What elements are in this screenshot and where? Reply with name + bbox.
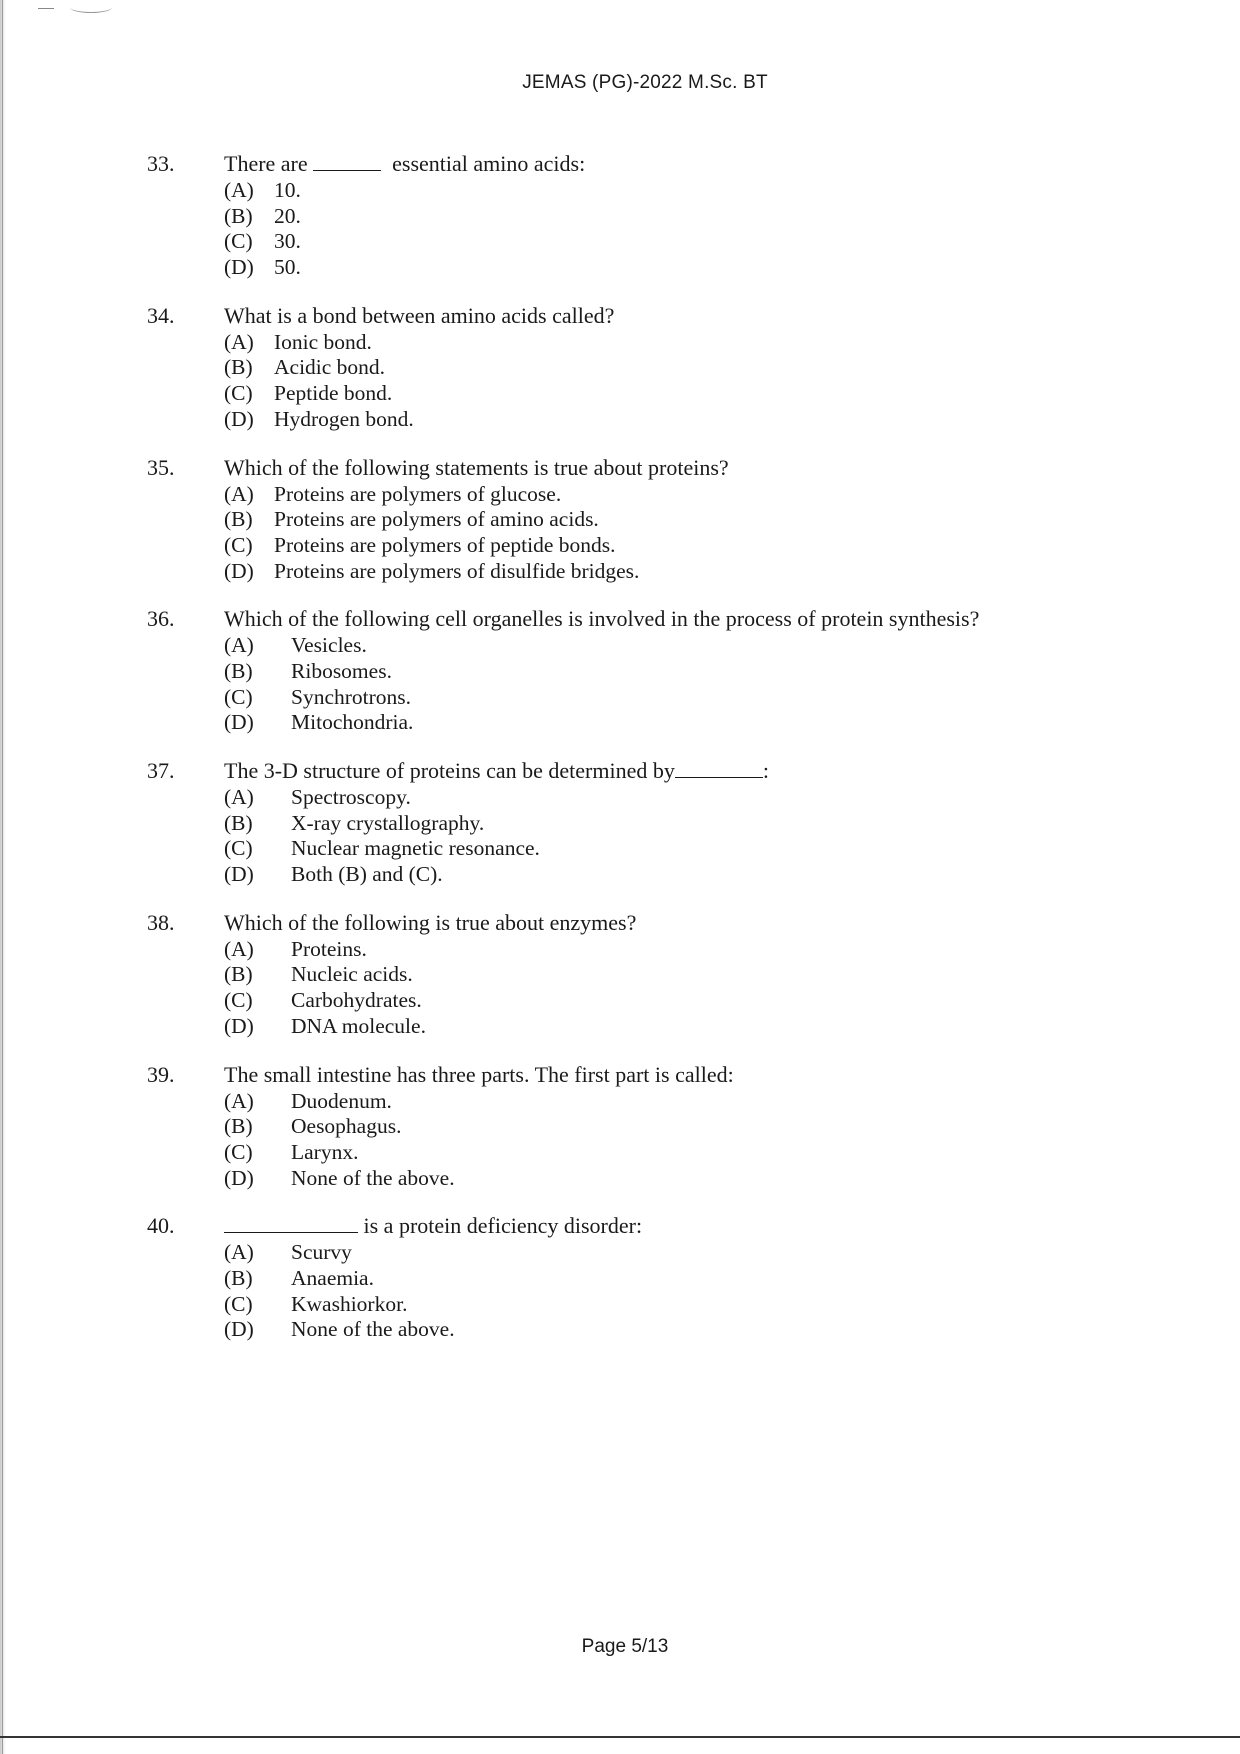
option-b: (B) 20. xyxy=(224,203,301,228)
question-text: Which of the following cell organelles is involved in the process of protein synthesis? xyxy=(224,606,980,632)
option-b: (B) Acidic bond. xyxy=(224,355,386,380)
options xyxy=(147,482,1147,585)
question-39 xyxy=(147,1061,1147,1192)
question-text: The 3-D structure of proteins can be determined by : xyxy=(224,758,769,783)
question-list xyxy=(147,150,1147,1364)
question-number: 34. xyxy=(147,302,175,328)
question-number: 36. xyxy=(147,606,175,632)
option-a: (A) Spectroscopy. xyxy=(224,785,411,809)
options xyxy=(147,937,1147,1040)
option-d: (D) None of the above. xyxy=(224,1165,455,1190)
option-c: (C) 30. xyxy=(224,229,301,254)
option-d: (D) Mitochondria. xyxy=(224,710,414,735)
option-d: (D) 50. xyxy=(224,255,301,280)
page-number: Page 5/13 xyxy=(581,1636,669,1657)
option-c: (C) Carbohydrates. xyxy=(224,988,422,1013)
options xyxy=(147,785,1147,888)
option-d: (D) Hydrogen bond. xyxy=(224,406,414,431)
scan-mark xyxy=(70,2,112,13)
question-text: There are essential amino acids: xyxy=(224,151,586,176)
answer-blank xyxy=(224,1212,358,1233)
options xyxy=(147,1089,1147,1192)
scan-dash xyxy=(38,8,54,9)
question-number: 35. xyxy=(147,454,175,480)
option-c: (C) Synchrotrons. xyxy=(224,684,412,709)
option-d: (D) None of the above. xyxy=(224,1317,455,1342)
option-a: (A) Scurvy xyxy=(224,1240,352,1265)
question-text: Which of the following statements is true about proteins? xyxy=(224,454,729,480)
question-36 xyxy=(147,605,1147,736)
option-b: (B) Nucleic acids. xyxy=(224,962,413,987)
question-37 xyxy=(147,757,1147,888)
option-b: (B) Anaemia. xyxy=(224,1265,374,1290)
options xyxy=(147,178,1147,281)
option-a: (A) Proteins. xyxy=(224,936,367,961)
question-33 xyxy=(147,150,1147,281)
question-text: What is a bond between amino acids called? xyxy=(224,302,615,328)
question-number: 37. xyxy=(147,758,175,783)
option-c: (C) Proteins are polymers of peptide bonds. xyxy=(224,532,616,557)
option-a: (A) Proteins are polymers of glucose. xyxy=(224,481,562,506)
options xyxy=(147,330,1147,433)
option-a: (A) Duodenum. xyxy=(224,1088,392,1113)
answer-blank xyxy=(675,757,763,778)
question-text: Which of the following is true about enzymes? xyxy=(224,909,637,935)
option-a: (A) Vesicles. xyxy=(224,633,367,658)
options xyxy=(147,633,1147,736)
option-c: (C) Kwashiorkor. xyxy=(224,1291,408,1316)
option-c: (C) Larynx. xyxy=(224,1139,359,1164)
option-c: (C) Nuclear magnetic resonance. xyxy=(224,836,540,861)
question-text: The small intestine has three parts. The first part is called: xyxy=(224,1061,734,1087)
option-b: (B) X-ray crystallography. xyxy=(224,810,485,835)
scan-edge xyxy=(0,0,6,1754)
option-a: (A) Ionic bond. xyxy=(224,329,372,354)
question-number: 33. xyxy=(147,151,175,176)
question-38 xyxy=(147,909,1147,1040)
page-header: JEMAS (PG)-2022 M.Sc. BT xyxy=(522,72,768,93)
question-40 xyxy=(147,1212,1147,1343)
option-d: (D) Proteins are polymers of disulfide bridges. xyxy=(224,558,640,583)
question-35 xyxy=(147,454,1147,585)
option-c: (C) Peptide bond. xyxy=(224,381,393,406)
option-b: (B) Oesophagus. xyxy=(224,1114,402,1139)
question-number: 39. xyxy=(147,1061,175,1087)
option-a: (A) 10. xyxy=(224,178,301,202)
answer-blank xyxy=(313,150,381,171)
question-number: 38. xyxy=(147,909,175,935)
question-34 xyxy=(147,302,1147,433)
question-text: is a protein deficiency disorder: xyxy=(224,1212,642,1240)
option-b: (B) Proteins are polymers of amino acids. xyxy=(224,507,599,532)
options xyxy=(147,1240,1147,1343)
question-number: 40. xyxy=(147,1213,175,1239)
option-d: (D) Both (B) and (C). xyxy=(224,862,443,887)
bottom-rule xyxy=(0,1736,1240,1738)
option-d: (D) DNA molecule. xyxy=(224,1013,426,1038)
option-b: (B) Ribosomes. xyxy=(224,658,392,683)
